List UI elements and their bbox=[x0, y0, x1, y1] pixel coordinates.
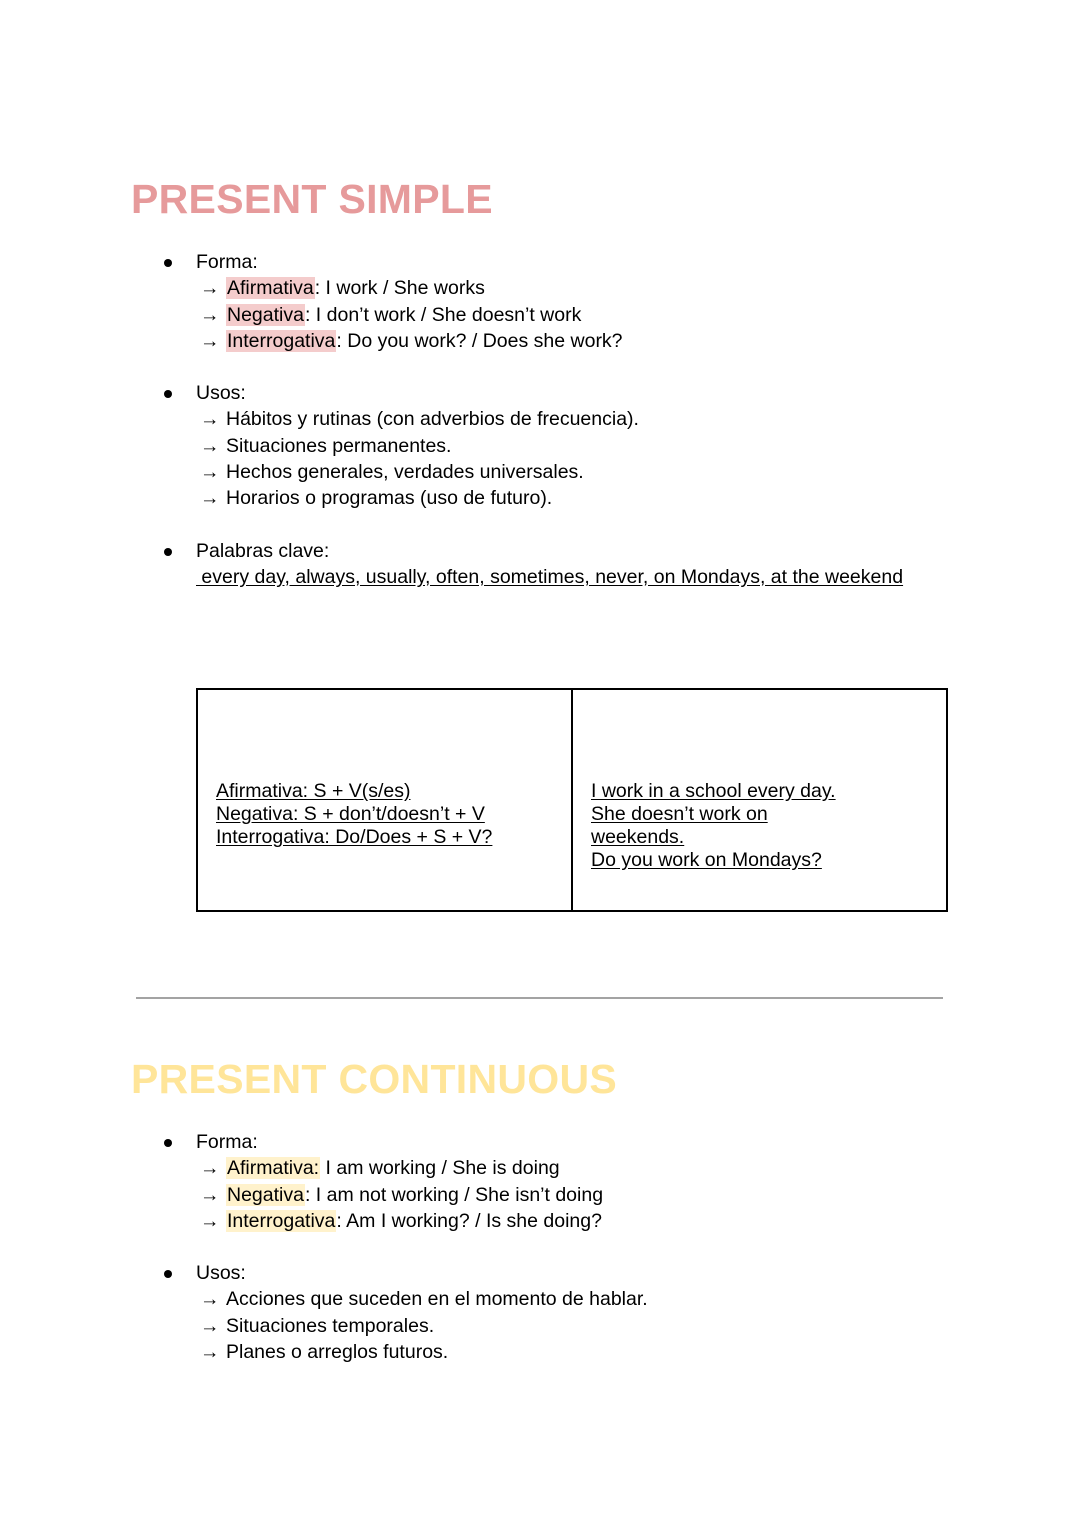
present-simple-notes bbox=[164, 249, 1024, 590]
arrow-icon: → bbox=[200, 1183, 220, 1206]
bullet-dot-icon bbox=[164, 390, 172, 398]
arrow-icon: → bbox=[200, 329, 220, 352]
list-item bbox=[196, 1208, 1024, 1234]
highlighted-term: Interrogativa bbox=[227, 329, 336, 352]
list-item bbox=[196, 433, 1024, 459]
highlighted-term: Negativa bbox=[227, 303, 304, 326]
bullet-palabras-clave bbox=[164, 538, 1024, 591]
item-text: : I work / She works bbox=[314, 277, 485, 300]
arrow-icon: → bbox=[200, 434, 220, 457]
item-text: Horarios o programas (uso de futuro). bbox=[226, 487, 553, 510]
arrow-icon: → bbox=[200, 1314, 220, 1337]
grammar-table bbox=[196, 688, 948, 912]
arrow-icon: → bbox=[200, 408, 220, 431]
highlighted-term: Afirmativa: bbox=[227, 1157, 320, 1180]
list-item bbox=[196, 275, 1024, 301]
arrow-icon: → bbox=[200, 487, 220, 510]
bullet-label: Forma: bbox=[196, 1131, 258, 1153]
list-item bbox=[196, 1286, 1024, 1312]
list-item bbox=[196, 485, 1024, 511]
arrow-icon: → bbox=[200, 1341, 220, 1364]
present-continuous-notes bbox=[164, 1129, 1024, 1365]
bullet-label: Usos: bbox=[196, 1262, 246, 1285]
examples-text bbox=[591, 780, 856, 872]
bullet-forma bbox=[164, 1129, 1024, 1234]
bullet-usos bbox=[164, 1260, 1024, 1365]
item-text: I am working / She is doing bbox=[320, 1157, 560, 1180]
table-line: Interrogativa: Do/Does + S + V? bbox=[216, 826, 493, 848]
table-cell-examples bbox=[571, 690, 946, 910]
arrow-icon: → bbox=[200, 1157, 220, 1180]
table-cell-structure bbox=[198, 690, 571, 910]
item-text: Hábitos y rutinas (con adverbios de frecuencia). bbox=[226, 408, 639, 431]
structure-text bbox=[216, 780, 511, 849]
bullet-usos bbox=[164, 380, 1024, 511]
bullet-dot-icon bbox=[164, 1139, 172, 1147]
section-title-present-continuous: PRESENT CONTINUOUS bbox=[131, 1056, 618, 1102]
bullet-label: Forma: bbox=[196, 251, 258, 273]
keywords-text: every day, always, usually, often, sometimes, never, on Mondays, at the weekend bbox=[196, 565, 904, 588]
table-line: She doesn’t work on weekends. bbox=[591, 803, 768, 848]
table-line: Afirmativa: S + V(s/es) bbox=[216, 780, 411, 802]
list-item bbox=[196, 459, 1024, 485]
bullet-dot-icon bbox=[164, 259, 172, 267]
highlighted-term: Interrogativa bbox=[227, 1209, 336, 1232]
arrow-icon: → bbox=[200, 1288, 220, 1311]
bullet-label: Usos: bbox=[196, 382, 246, 405]
table-line: Negativa: S + don’t/doesn’t + V bbox=[216, 803, 485, 825]
highlighted-term: Afirmativa bbox=[227, 277, 314, 300]
section-title-present-simple: PRESENT SIMPLE bbox=[131, 176, 493, 222]
list-item bbox=[196, 328, 1024, 354]
item-text: Hechos generales, verdades universales. bbox=[226, 461, 584, 484]
table-line: I work in a school every day. bbox=[591, 780, 836, 802]
arrow-icon: → bbox=[200, 277, 220, 300]
list-item bbox=[196, 1313, 1024, 1339]
item-text: : I don’t work / She doesn’t work bbox=[304, 303, 582, 326]
bullet-dot-icon bbox=[164, 1270, 172, 1278]
list-item bbox=[196, 1339, 1024, 1365]
list-item bbox=[196, 1182, 1024, 1208]
list-item bbox=[196, 302, 1024, 328]
item-text: : Am I working? / Is she doing? bbox=[336, 1209, 602, 1232]
bullet-forma bbox=[164, 249, 1024, 354]
bullet-label: Palabras clave: bbox=[196, 539, 330, 562]
item-text: : I am not working / She isn’t doing bbox=[304, 1183, 604, 1206]
item-text: Planes o arreglos futuros. bbox=[226, 1341, 449, 1364]
list-item bbox=[196, 406, 1024, 432]
list-item bbox=[196, 1155, 1024, 1181]
item-text: Acciones que suceden en el momento de hablar. bbox=[226, 1288, 648, 1311]
arrow-icon: → bbox=[200, 303, 220, 326]
arrow-icon: → bbox=[200, 461, 220, 484]
horizontal-divider bbox=[136, 997, 943, 999]
bullet-dot-icon bbox=[164, 548, 172, 556]
item-text: Situaciones temporales. bbox=[226, 1314, 435, 1337]
table-line: Do you work on Mondays? bbox=[591, 849, 822, 871]
arrow-icon: → bbox=[200, 1209, 220, 1232]
highlighted-term: Negativa bbox=[227, 1183, 304, 1206]
item-text: : Do you work? / Does she work? bbox=[336, 329, 623, 352]
item-text: Situaciones permanentes. bbox=[226, 434, 452, 457]
